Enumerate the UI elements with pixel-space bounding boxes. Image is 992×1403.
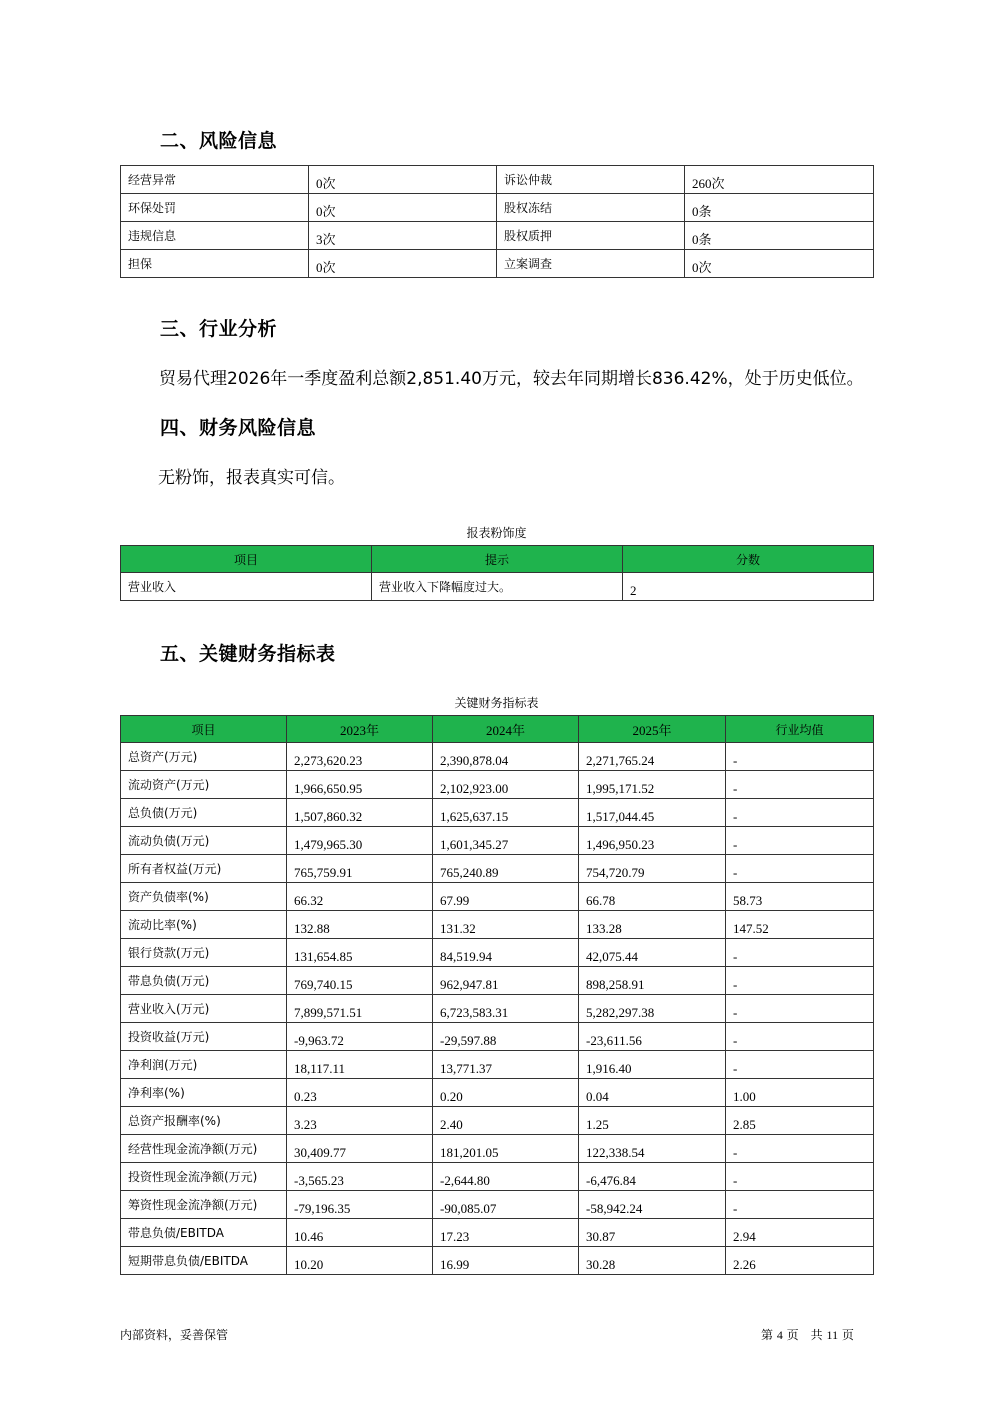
risk-label-cell: 担保 (121, 250, 309, 278)
indicator-value-cell: -6,476.84 (579, 1163, 726, 1191)
indicator-value-cell: - (726, 1191, 874, 1219)
indicator-value-cell: 1.25 (579, 1107, 726, 1135)
indicator-value-cell: 132.88 (287, 911, 433, 939)
risk-value-cell: 0次 (685, 250, 874, 278)
indicator-value-cell: 18,117.11 (287, 1051, 433, 1079)
indicator-value-cell: 0.20 (433, 1079, 579, 1107)
section-heading-risk: 二、风险信息 (160, 130, 278, 152)
indicator-value-cell: 147.52 (726, 911, 874, 939)
indicators-row (121, 1191, 874, 1219)
indicator-name-cell: 投资收益(万元) (121, 1023, 287, 1051)
indicator-name-cell: 带息负债/EBITDA (121, 1219, 287, 1247)
indicator-value-cell: 1,507,860.32 (287, 799, 433, 827)
indicator-value-cell: 1,995,171.52 (579, 771, 726, 799)
indicator-value-cell: -58,942.24 (579, 1191, 726, 1219)
indicator-value-cell: 66.78 (579, 883, 726, 911)
indicators-row (121, 771, 874, 799)
indicators-row (121, 827, 874, 855)
indicator-value-cell: - (726, 967, 874, 995)
indicator-value-cell: 58.73 (726, 883, 874, 911)
whitewash-table-caption: 报表粉饰度 (466, 526, 527, 540)
risk-row (121, 194, 874, 222)
risk-label-cell: 股权冻结 (497, 194, 685, 222)
footer-page-total: 11 (826, 1328, 839, 1342)
indicator-name-cell: 筹资性现金流净额(万元) (121, 1191, 287, 1219)
indicators-row (121, 1079, 874, 1107)
indicator-value-cell: - (726, 1023, 874, 1051)
indicator-value-cell: 16.99 (433, 1247, 579, 1275)
whitewash-cell: 2 (623, 573, 874, 601)
indicator-value-cell: 181,201.05 (433, 1135, 579, 1163)
whitewash-header-cell: 项目 (121, 546, 372, 573)
indicator-value-cell: - (726, 1135, 874, 1163)
risk-label-cell: 股权质押 (497, 222, 685, 250)
indicators-row (121, 967, 874, 995)
indicator-value-cell: -3,565.23 (287, 1163, 433, 1191)
indicator-name-cell: 流动资产(万元) (121, 771, 287, 799)
indicator-value-cell: 42,075.44 (579, 939, 726, 967)
whitewash-row (121, 573, 874, 601)
indicators-row (121, 1051, 874, 1079)
whitewash-cell: 营业收入 (121, 573, 372, 601)
section-heading-industry: 三、行业分析 (160, 318, 278, 340)
indicators-header-cell: 项目 (121, 716, 287, 743)
indicator-name-cell: 所有者权益(万元) (121, 855, 287, 883)
indicator-value-cell: 2.85 (726, 1107, 874, 1135)
indicator-value-cell: 67.99 (433, 883, 579, 911)
indicator-value-cell: - (726, 771, 874, 799)
risk-label-cell: 诉讼仲裁 (497, 166, 685, 194)
indicators-row (121, 1163, 874, 1191)
indicator-value-cell: 2,273,620.23 (287, 743, 433, 771)
indicator-value-cell: 10.20 (287, 1247, 433, 1275)
indicator-value-cell: -79,196.35 (287, 1191, 433, 1219)
indicator-value-cell: 0.04 (579, 1079, 726, 1107)
indicator-value-cell: 0.23 (287, 1079, 433, 1107)
indicator-name-cell: 净利润(万元) (121, 1051, 287, 1079)
risk-row (121, 250, 874, 278)
risk-label-cell: 环保处罚 (121, 194, 309, 222)
indicator-value-cell: - (726, 743, 874, 771)
whitewash-header-row (121, 546, 874, 573)
indicators-row (121, 743, 874, 771)
indicator-value-cell: 1,517,044.45 (579, 799, 726, 827)
risk-value-cell: 0条 (685, 194, 874, 222)
indicators-header-cell: 2025年 (579, 716, 726, 743)
indicator-value-cell: 1,479,965.30 (287, 827, 433, 855)
indicator-value-cell: -23,611.56 (579, 1023, 726, 1051)
indicator-value-cell: 2.26 (726, 1247, 874, 1275)
indicator-name-cell: 总负债(万元) (121, 799, 287, 827)
indicator-value-cell: - (726, 799, 874, 827)
footer-page-current: 4 (776, 1328, 783, 1342)
indicator-value-cell: -9,963.72 (287, 1023, 433, 1051)
indicator-value-cell: 30.87 (579, 1219, 726, 1247)
indicator-value-cell: 30.28 (579, 1247, 726, 1275)
footer-page-number (761, 1326, 854, 1343)
indicator-value-cell: 84,519.94 (433, 939, 579, 967)
risk-label-cell: 经营异常 (121, 166, 309, 194)
indicators-row (121, 883, 874, 911)
risk-value-cell: 0次 (309, 166, 497, 194)
indicator-value-cell: 7,899,571.51 (287, 995, 433, 1023)
indicator-name-cell: 投资性现金流净额(万元) (121, 1163, 287, 1191)
indicators-header-cell: 2023年 (287, 716, 433, 743)
indicator-value-cell: 765,759.91 (287, 855, 433, 883)
indicator-value-cell: 131,654.85 (287, 939, 433, 967)
indicator-value-cell: 66.32 (287, 883, 433, 911)
whitewash-header-cell: 提示 (372, 546, 623, 573)
whitewash-cell: 营业收入下降幅度过大。 (372, 573, 623, 601)
risk-value-cell: 260次 (685, 166, 874, 194)
whitewash-table (120, 545, 874, 601)
indicators-row (121, 855, 874, 883)
indicator-value-cell: - (726, 855, 874, 883)
risk-label-cell: 违规信息 (121, 222, 309, 250)
indicator-value-cell: 6,723,583.31 (433, 995, 579, 1023)
risk-table (120, 165, 874, 278)
risk-row (121, 166, 874, 194)
indicator-value-cell: 1.00 (726, 1079, 874, 1107)
indicator-value-cell: 1,966,650.95 (287, 771, 433, 799)
risk-value-cell: 0次 (309, 250, 497, 278)
section-heading-financial-risk: 四、财务风险信息 (160, 417, 317, 439)
indicator-value-cell: 10.46 (287, 1219, 433, 1247)
whitewash-header-cell: 分数 (623, 546, 874, 573)
indicators-table-caption: 关键财务指标表 (454, 696, 539, 710)
indicator-name-cell: 短期带息负债/EBITDA (121, 1247, 287, 1275)
indicator-value-cell: 5,282,297.38 (579, 995, 726, 1023)
indicators-row (121, 939, 874, 967)
footer-page-suffix: 页 (841, 1328, 854, 1342)
indicators-row (121, 1247, 874, 1275)
indicator-value-cell: - (726, 1163, 874, 1191)
indicator-value-cell: 2,271,765.24 (579, 743, 726, 771)
indicator-value-cell: 122,338.54 (579, 1135, 726, 1163)
indicator-value-cell: -90,085.07 (433, 1191, 579, 1219)
indicators-row (121, 911, 874, 939)
indicator-value-cell: - (726, 827, 874, 855)
indicators-row (121, 1107, 874, 1135)
indicator-value-cell: -29,597.88 (433, 1023, 579, 1051)
indicator-name-cell: 流动比率(%) (121, 911, 287, 939)
section-heading-key-indicators: 五、关键财务指标表 (160, 643, 336, 665)
indicator-value-cell: 133.28 (579, 911, 726, 939)
indicator-value-cell: 962,947.81 (433, 967, 579, 995)
risk-value-cell: 0条 (685, 222, 874, 250)
footer-page-mid: 页 共 (786, 1328, 823, 1342)
financial-risk-text: 无粉饰，报表真实可信。 (158, 468, 345, 488)
indicator-name-cell: 净利率(%) (121, 1079, 287, 1107)
indicator-value-cell: 2,390,878.04 (433, 743, 579, 771)
indicators-header-cell: 2024年 (433, 716, 579, 743)
indicator-value-cell: 769,740.15 (287, 967, 433, 995)
risk-label-cell: 立案调查 (497, 250, 685, 278)
indicators-row (121, 799, 874, 827)
indicator-value-cell: - (726, 995, 874, 1023)
risk-row (121, 222, 874, 250)
indicator-value-cell: 2.94 (726, 1219, 874, 1247)
footer-page-prefix: 第 (761, 1328, 774, 1342)
industry-analysis-text: 贸易代理2026年一季度盈利总额2,851.40万元，较去年同期增长836.42%，处于历史低位。 (159, 369, 864, 389)
indicator-value-cell: 1,916.40 (579, 1051, 726, 1079)
indicators-header-cell: 行业均值 (726, 716, 874, 743)
indicator-name-cell: 资产负债率(%) (121, 883, 287, 911)
indicators-row (121, 995, 874, 1023)
indicator-value-cell: 1,625,637.15 (433, 799, 579, 827)
indicator-value-cell: 2,102,923.00 (433, 771, 579, 799)
indicator-value-cell: 765,240.89 (433, 855, 579, 883)
indicator-name-cell: 流动负债(万元) (121, 827, 287, 855)
indicator-value-cell: 17.23 (433, 1219, 579, 1247)
indicator-value-cell: 1,601,345.27 (433, 827, 579, 855)
indicator-value-cell: 754,720.79 (579, 855, 726, 883)
indicator-value-cell: 2.40 (433, 1107, 579, 1135)
indicators-table (120, 715, 874, 1275)
indicators-header-row (121, 716, 874, 743)
indicator-name-cell: 总资产(万元) (121, 743, 287, 771)
indicator-value-cell: -2,644.80 (433, 1163, 579, 1191)
indicator-name-cell: 银行贷款(万元) (121, 939, 287, 967)
indicator-value-cell: 3.23 (287, 1107, 433, 1135)
indicator-name-cell: 经营性现金流净额(万元) (121, 1135, 287, 1163)
indicator-value-cell: 30,409.77 (287, 1135, 433, 1163)
indicator-value-cell: - (726, 939, 874, 967)
indicators-row (121, 1023, 874, 1051)
indicator-value-cell: 898,258.91 (579, 967, 726, 995)
indicator-name-cell: 营业收入(万元) (121, 995, 287, 1023)
risk-value-cell: 3次 (309, 222, 497, 250)
indicator-value-cell: - (726, 1051, 874, 1079)
risk-value-cell: 0次 (309, 194, 497, 222)
indicator-name-cell: 带息负债(万元) (121, 967, 287, 995)
indicator-value-cell: 13,771.37 (433, 1051, 579, 1079)
indicator-value-cell: 131.32 (433, 911, 579, 939)
indicators-row (121, 1219, 874, 1247)
indicator-value-cell: 1,496,950.23 (579, 827, 726, 855)
footer-confidential: 内部资料，妥善保管 (120, 1328, 229, 1342)
indicator-name-cell: 总资产报酬率(%) (121, 1107, 287, 1135)
indicators-row (121, 1135, 874, 1163)
